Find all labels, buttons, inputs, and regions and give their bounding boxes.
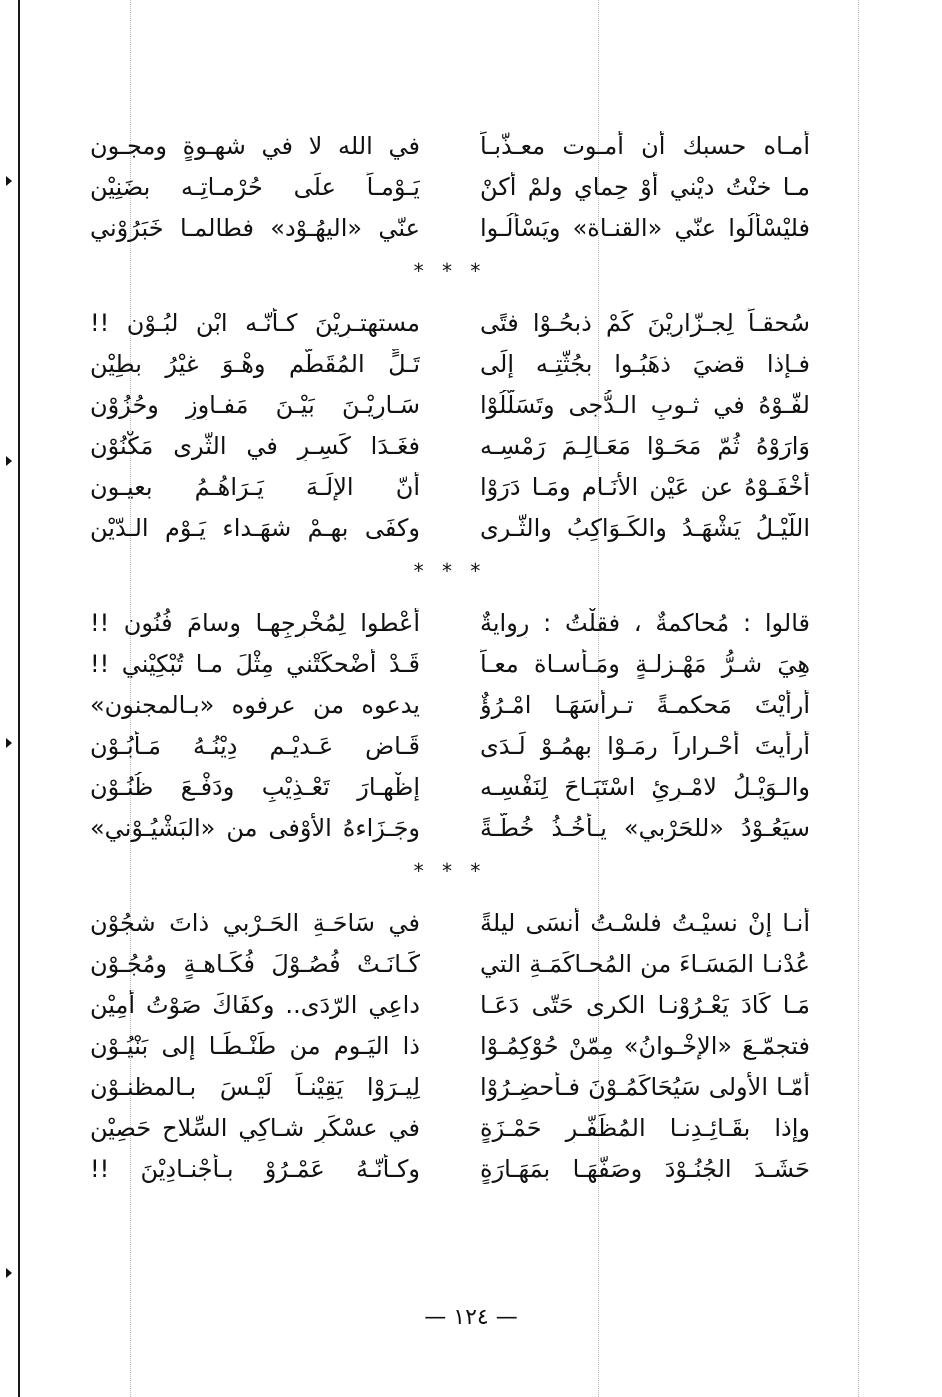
verse [90, 1020, 810, 1061]
stanza-3 [90, 597, 810, 843]
second-hemistich: فغَـدَا كَسِـرٍ في الثّرى مَكْنُوْن [90, 432, 420, 460]
page-number: — ١٢٤ — [424, 1305, 518, 1330]
poem-page [90, 120, 810, 1184]
verse [90, 297, 810, 338]
first-hemistich: وَارَوْهُ ثُمّ مَحَـوْا مَعَـالِـمَ رَمْسِـه [480, 432, 810, 460]
verse [90, 1061, 810, 1102]
first-hemistich: قالوا : مُحاكمةٌ ، فقلْتُ : رِوايةٌ [480, 609, 810, 637]
verse [90, 679, 810, 720]
verse [90, 379, 810, 420]
verse [90, 1102, 810, 1143]
verse [90, 120, 810, 161]
left-margin-rule [18, 0, 20, 1397]
stanza-separator: * * * [413, 259, 487, 283]
second-hemistich: تَـلٍّ المُقَطّمِ وهْـوَ غيْرُ بطِيْن [90, 350, 420, 378]
verse [90, 802, 810, 843]
second-hemistich: كَـانَـتْ فُصُـوْلَ فُكَـاهـةٍ ومُجُـوْن [90, 950, 420, 978]
verse [90, 979, 810, 1020]
first-hemistich: حَشَـدَ الجُنُـوْدَ وصَفّهَـا بمَهَـارَةٍ [480, 1155, 810, 1183]
second-hemistich: أنّ الإلَـهَ يَـرَاهُـمُ بعيـون [90, 473, 420, 501]
verse [90, 720, 810, 761]
verse [90, 420, 810, 461]
first-hemistich: وإذا بقَـائِـدِنـا المُظَفّـرِ حَمْـزَةٍ [480, 1114, 810, 1142]
second-hemistich: في سَاحَـةِ الحَـرْبي ذاتَ شجُوْن [90, 909, 420, 937]
first-hemistich: عُدْنـا المَسَـاءَ من المُحـاكَمَـةِ التي [480, 950, 810, 978]
second-hemistich: وكفَى بهِـمْ شهَـداء يَـوْم الـدّيْن [90, 514, 420, 542]
first-hemistich: أخْفَـوْهُ عن عَيْنِ الأنَـامِ ومَـا دَرَوْا [480, 473, 810, 501]
verse [90, 338, 810, 379]
second-hemistich: أعْطوا لِمُخْرِجِهـا وِسامَ فُنُون !! [90, 609, 420, 637]
first-hemistich: سُحقـاً لِجـزّارِيْنَ كَمْ ذبحُـوْا فتًى [480, 309, 810, 337]
second-hemistich: وكـأنّـهُ عَمْـرُوْ بـأجْنـادِيْنَ !! [90, 1155, 420, 1183]
second-hemistich: ذا اليَـوم من طَنْـطَـا إلى بَنْيُـوْن [90, 1032, 420, 1060]
second-hemistich: إظْهـارَ تَعْـذِيْبٍ ودَفْـعَ ظُنُـوْن [90, 773, 420, 801]
first-hemistich: فتجمّـعَ «الإخْـوانُ» مِمّنْ حُوْكِمُـوْا [480, 1032, 810, 1060]
first-hemistich: أنـا إنْ نسيْـتُ فلسْـتُ أنسَى ليلةً [480, 909, 810, 937]
first-hemistich: فـإذا قضيَ ذهَبُـوا بجُثّتِـه إلَى [480, 350, 810, 378]
margin-mark [6, 738, 12, 748]
second-hemistich: في الله لا في شهـوةٍ ومجـون [90, 132, 420, 160]
first-hemistich: أرأيْتَ مَحكمـةً تـرأسَهَـا امْـرُؤٌ [480, 691, 810, 719]
verse [90, 761, 810, 802]
second-hemistich: في عسْكَرٍ شـاكِي السِّلاحِ حَصِيْن [90, 1114, 420, 1142]
verse [90, 897, 810, 938]
second-hemistich: يدعوه من عرفوه «بـالمجنون» [90, 691, 420, 719]
first-hemistich: أمـاه حسبك أن أمـوت معـذّبـاً [480, 132, 810, 160]
first-hemistich: أمّـا الأولى سَيُحَاكَمُـوْنَ فـأحضِـرُوْا [480, 1073, 810, 1101]
verse [90, 461, 810, 502]
verse [90, 1143, 810, 1184]
first-hemistich: لفّـوْهُ في ثـوبِ الـدُّجى وتَسَلّلُوْا [480, 391, 810, 419]
margin-mark [6, 1268, 12, 1278]
second-hemistich: عنّي «اليهُـوْد» فطالمـا خَبَرُوْني [90, 214, 420, 242]
stanza-1 [90, 120, 810, 243]
stanza-4 [90, 897, 810, 1184]
scan-artifact [858, 0, 859, 1397]
first-hemistich: اللّيْـلُ يَشْهَـدُ والكَـوَاكِبُ والثّـرى [480, 514, 810, 542]
margin-mark [6, 176, 12, 186]
verse [90, 597, 810, 638]
stanza-2 [90, 297, 810, 543]
second-hemistich: مستهتـرِيْنَ كـأنّـه ابْن لبُـوْن !! [90, 309, 420, 337]
margin-mark [6, 456, 12, 466]
verse [90, 161, 810, 202]
second-hemistich: وجَـزَاءهُ الأوْفى من «البَشْيُـوْني» [90, 814, 420, 842]
second-hemistich: داعِي الرّدَى.. وكفَاكَ صَوْتُ أمِيْن [90, 991, 420, 1019]
second-hemistich: قَـاضٍ عَـديْـمِ دِيْنُـهُ مَـأبُـوْن [90, 732, 420, 760]
verse [90, 638, 810, 679]
second-hemistich: يَـوْمـاً علَى حُرْمـاتِـه بضَنِيْن [90, 173, 420, 201]
first-hemistich: أرأيتَ أحْـراراً رمَـوْا بهمُـوْ لَـدَى [480, 732, 810, 760]
stanza-separator: * * * [413, 559, 487, 583]
first-hemistich: فليْسْألُوا عنّي «القنـاة» ويَسْألُـوا [480, 214, 810, 242]
second-hemistich: سَـارِيْـنَ بَيْـنَ مَفـاوِزٍ وحُزُوْن [90, 391, 420, 419]
stanza-separator: * * * [413, 859, 487, 883]
first-hemistich: مـا خنْتُ ديْني أوْ حِماي ولمْ أكنْ [480, 173, 810, 201]
first-hemistich: هِيَ شـرُّ مَهْـزلـةٍ ومَـأسـاة معـاً [480, 650, 810, 678]
first-hemistich: سيَعُـوْدُ «للحَرْبي» يـأخُـذُ خُطّـةً [480, 814, 810, 842]
first-hemistich: والـوَيْـلُ لامْـرِئٍ اسْتَبَـاحَ لِنَفْسِـه [480, 773, 810, 801]
verse [90, 202, 810, 243]
first-hemistich: مَـا كَادَ يَعْـرُوْنـا الكرى حَتّى دَعَـا [480, 991, 810, 1019]
second-hemistich: لِيـرَوْا يَقِيْنـاً لَيْـسَ بـالمظنـوْن [90, 1073, 420, 1101]
second-hemistich: قَـدْ أضْحكَتْني مِثْلَ مـا تُبْكِيْني !! [90, 650, 420, 678]
verse [90, 502, 810, 543]
verse [90, 938, 810, 979]
